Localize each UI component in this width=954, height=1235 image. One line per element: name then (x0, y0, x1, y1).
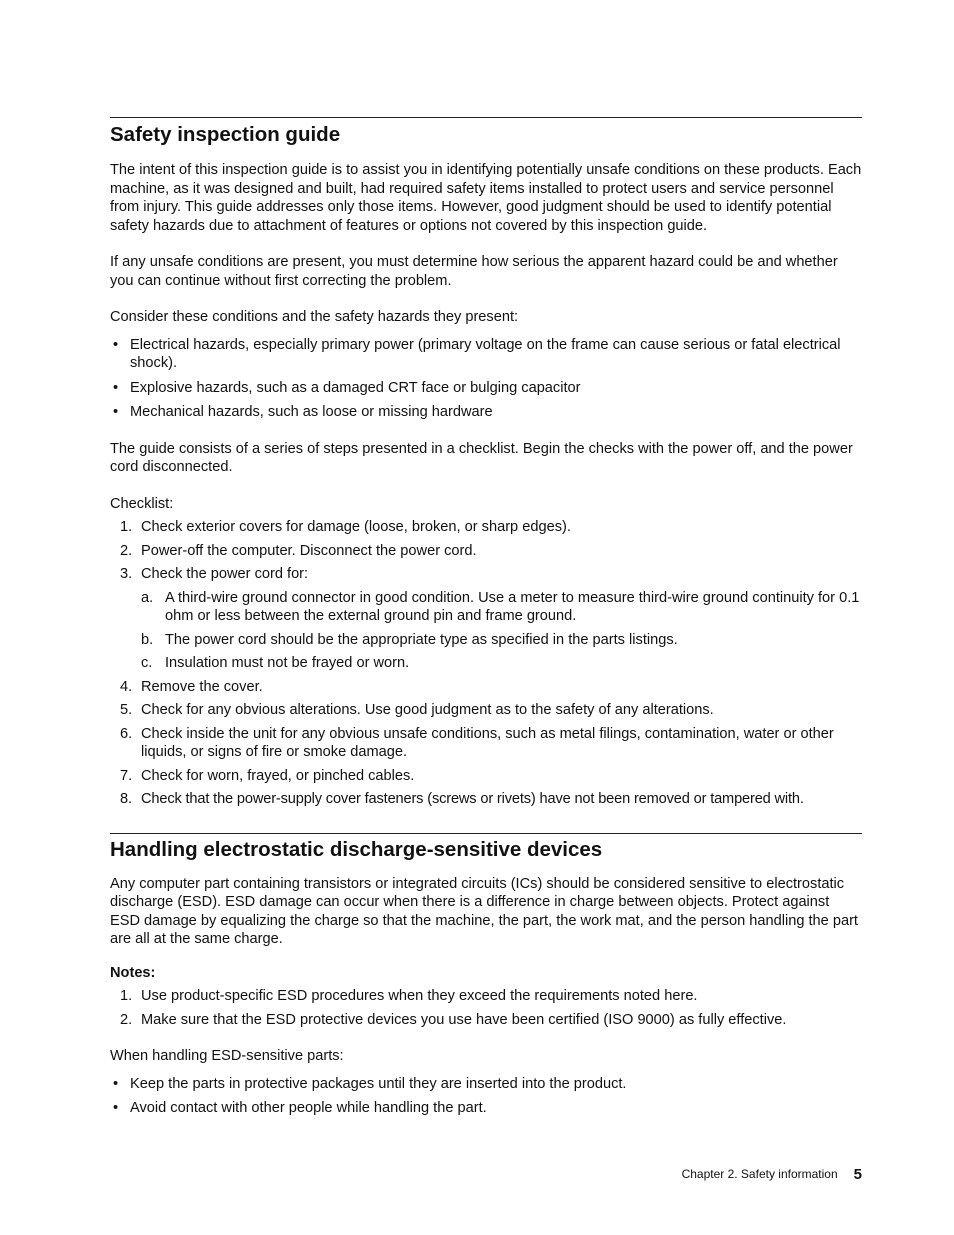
list-item (110, 518, 862, 537)
handling-paragraph: When handling ESD-sensitive parts: (110, 1048, 344, 1064)
list-item (110, 1011, 862, 1030)
list-text: Remove the cover. (141, 678, 263, 695)
intro-paragraph: The intent of this inspection guide is to assist you in identifying potentially unsafe conditions on these products. Each machine, as it was designed and built, had required safety items installed to protect users and service personnel from injury. This guide addresses only those items. However, good judgment should be used to identify potential safety hazards due to attachment of features or options not covered by this inspection guide. (110, 162, 862, 234)
list-item (110, 565, 862, 673)
page-footer (682, 1165, 862, 1184)
list-item (110, 767, 862, 786)
page-number: 5 (853, 1166, 862, 1183)
notes-label: Notes: (110, 964, 156, 981)
checklist (110, 518, 862, 809)
list-number: 2. (120, 1011, 133, 1028)
list-number: 6. (120, 725, 133, 742)
list-text: Insulation must not be frayed or worn. (165, 655, 410, 671)
list-text: Power-off the computer. Disconnect the power cord. (141, 542, 477, 559)
list-number: 2. (120, 542, 133, 559)
list-text: Check for any obvious alterations. Use good judgment as to the safety of any alterations. (141, 702, 714, 718)
list-item: • Mechanical hazards, such as loose or missing hardware (110, 403, 862, 422)
checklist-label: Checklist: (110, 495, 174, 512)
consider-conditions-paragraph: Consider these conditions and the safety hazards they present: (110, 309, 519, 325)
list-number: 1. (120, 988, 133, 1004)
list-item (110, 678, 862, 697)
list-item (110, 790, 862, 809)
esd-handling-list (110, 1075, 862, 1118)
list-item: • Electrical hazards, especially primary power (primary voltage on the frame can cause serious or fatal electrical shock). (110, 336, 862, 373)
list-text: Check inside the unit for any obvious unsafe conditions, such as metal filings, contamination, water or other liquids, or signs of fire or smoke damage. (141, 725, 834, 760)
list-item (110, 987, 862, 1006)
hazards-list (110, 336, 862, 422)
list-item (110, 701, 862, 720)
section-heading-safety-inspection: Safety inspection guide (110, 123, 341, 146)
list-text: A third-wire ground connector in good condition. Use a meter to measure third-wire ground continuity for 0.1 ohm or less between the external ground pin and frame ground. (165, 589, 860, 624)
list-number: 1. (120, 519, 133, 535)
list-letter: c. (141, 655, 153, 671)
list-text: The power cord should be the appropriate type as specified in the parts listings. (165, 631, 678, 648)
list-text: Check that the power-supply cover fasteners (screws or rivets) have not been removed or tampered with. (141, 791, 804, 807)
list-item: • Keep the parts in protective packages until they are inserted into the product. (110, 1075, 862, 1094)
checklist-intro-paragraph: The guide consists of a series of steps presented in a checklist. Begin the checks with the power off, and the power cord disconnected. (110, 440, 853, 475)
list-number: 8. (120, 791, 132, 807)
power-cord-sublist (141, 589, 862, 673)
esd-intro-paragraph: Any computer part containing transistors or integrated circuits (ICs) should be considered sensitive to electrostatic discharge (ESD). ESD damage can occur when there is a difference in charge between objects. Protect against ESD damage by equalizing the charge so that the machine, the part, the work mat, and the person handling the part are all at the same charge. (110, 875, 858, 947)
list-number: 3. (120, 566, 133, 582)
list-text: Check for worn, frayed, or pinched cables. (141, 767, 415, 784)
section-heading-esd: Handling electrostatic discharge-sensitive devices (110, 837, 603, 861)
list-item (141, 654, 862, 673)
list-number: 5. (120, 702, 133, 718)
unsafe-conditions-paragraph: If any unsafe conditions are present, you must determine how serious the apparent hazard could be and whether you can continue without first correcting the problem. (110, 254, 838, 289)
list-item: • Explosive hazards, such as a damaged CRT face or bulging capacitor (110, 379, 862, 398)
list-number: 7. (120, 767, 133, 784)
section-divider (110, 833, 862, 834)
list-item: • Avoid contact with other people while handling the part. (110, 1099, 862, 1118)
chapter-title: Chapter 2. Safety information (681, 1167, 838, 1181)
list-text: Make sure that the ESD protective devices you use have been certified (ISO 9000) as fully effective. (141, 1011, 787, 1028)
list-letter: b. (141, 631, 154, 648)
list-item (110, 725, 862, 762)
list-text: Check exterior covers for damage (loose, broken, or sharp edges). (141, 519, 571, 535)
list-number: 4. (120, 678, 133, 695)
notes-list (110, 987, 862, 1029)
list-letter: a. (141, 589, 154, 606)
list-item (110, 542, 862, 561)
list-item (141, 631, 862, 650)
section-divider (110, 117, 862, 118)
list-text: Check the power cord for: (141, 566, 309, 582)
list-text: Use product-specific ESD procedures when they exceed the requirements noted here. (141, 988, 698, 1004)
page-content (110, 117, 862, 1118)
list-item (141, 589, 862, 626)
